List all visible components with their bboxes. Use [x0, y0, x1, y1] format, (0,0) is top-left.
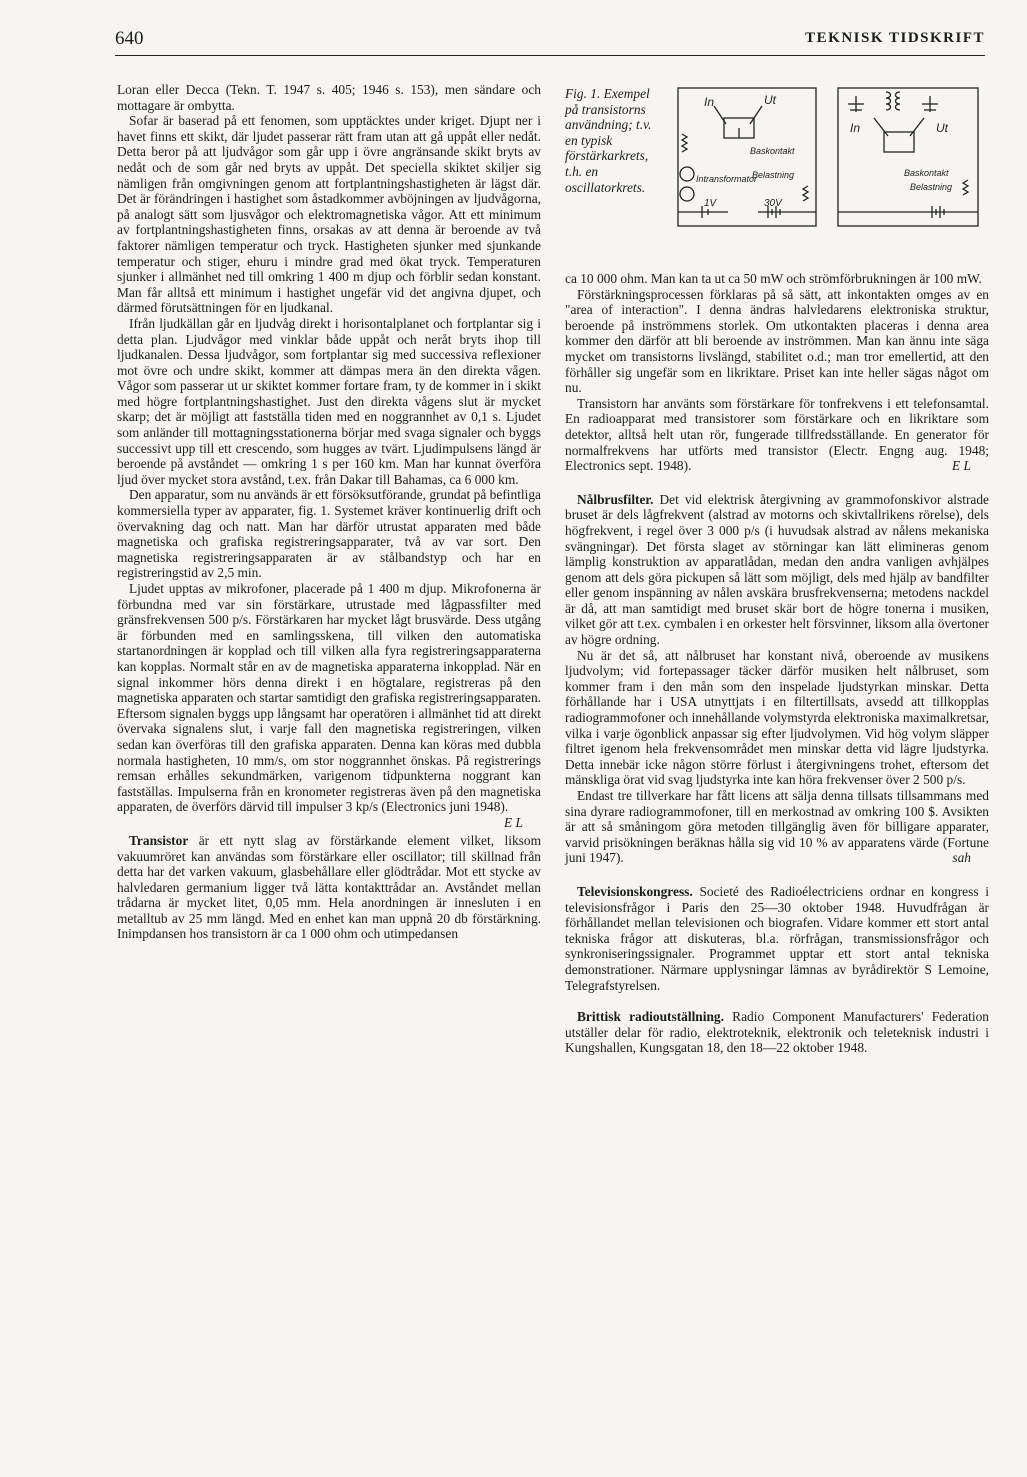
- section-text: Societé des Radioélectriciens ordnar en kongress i televisionsfrågor i Paris den 25—30 oktober 1948. Huvudfrågan är förhållandet mellan televisionen och biografen. Vidare kommer ett stort antal tekniska frågor att diskuteras, bl.a. rörfrågan, transmissionsfrågor och synkroniseringssignaler. Programmet upptar ett stort antal tekniska demonstrationer. Närmare upplysningar lämnas av byrådirektör S Lemoine, Telegrafstyrelsen.: [565, 883, 989, 993]
- osc-label-in: In: [850, 121, 861, 135]
- paragraph: [117, 581, 541, 830]
- paragraph: [565, 396, 989, 474]
- osc-label-out: Ut: [936, 121, 948, 135]
- paragraph: Nu är det så, att nålbruset har konstant nivå, oberoende av musikens ljudvolym; vid fortepassager täcker därför musiken helt nålbruset, som kommer fram i den mån som den inspelade ljudstyrkan minskar. Detta förhållande har i USA utnyttjats i en filtertillsats, avsedd att tillkopplas radiogrammofoner och innehållande volymstyrda elektroniska maximalkretsar, vilka i varje ögonblick anpassar sig efter ljudvolymen. Vid hög volym släpper filtret igenom hela frekvensområdet men minskar detta vid lägre ljudstyrka. Detta innebär icke någon större förlust i återgivningens trohet, eftersom det mänskliga örat vid svag ljudstyrka inte kan höra frekvenser över 2 500 p/s.: [565, 647, 989, 788]
- amp-label-out: Ut: [764, 93, 776, 107]
- section-nalbrusfilter: [565, 492, 989, 648]
- circuit-figure: [668, 82, 988, 237]
- journal-title: TEKNISK TIDSKRIFT: [805, 30, 985, 46]
- section-text: Radio Component Manufacturers' Federation utställer delar för radio, elektroteknik, elektronik och teleteknisk industri i Kungshallen, Kungsgatan 18, den 18—22 oktober 1948.: [565, 1009, 989, 1056]
- amp-label-in: In: [704, 95, 715, 109]
- author-signature: E L: [952, 458, 971, 474]
- paragraph-text: Ljudet upptas av mikrofoner, placerade på 1 400 m djup. Mikrofonerna är förbundna med var sin förstärkare, utrustade med lågpassfilter med gränsfrekvensen 500 p/s. Förstärkaren har mycket lågt brusvärde. Dess utgång är förbunden med en samlingsskena, till vilken den automatiska startanordningen är kopplad och till vilken alla fyra registreringsapparaterna kan kopplas. Normalt står en av de magnetiska apparaterna inkopplad. När en signal inkommer hörs denna direkt i en högtalare, registreras på den magnetiska apparaten och startar samtidigt den grafiska registreringsapparaten. Eftersom signalen byggs upp långsamt har operatören i allmänhet tid att direkt övervaka signalens slut, i varje fall den magnetiska registreringen, vilken sedan kan överföras till den grafiska apparaten. Denna kan köras med dubbla normala hastigheten, 10 mm/s, om stor noggrannhet önskas. På registrerings remsan erhålles sekundmärken, varigenom tidpunkterna noggrant kan fastställas. Impulserna från en kronometer registreras även på den magnetiska apparaten, de överförs därvid till impulser 3 kp/s (Electronics juni 1948).: [117, 581, 541, 815]
- paragraph-text: Transistorn har använts som förstärkare för tonfrekvens i ett telefonsamtal. En radioapparat med transistorer som förstärkare och en likriktare som detektor, alltså helt utan rör, fungerade tillfredsställande. En generator för normalfrekvens har utförts med transistor (Electr. Engng aug. 1948; Electronics sept. 1948).: [565, 395, 989, 474]
- left-column: [117, 82, 541, 942]
- paragraph: ca 10 000 ohm. Man kan ta ut ca 50 mW och strömförbrukningen är 100 mW.: [565, 271, 982, 286]
- amplifier-circuit: [678, 88, 816, 226]
- section-transistor: [117, 833, 541, 942]
- oscillator-circuit: [838, 88, 978, 226]
- author-signature: E L: [504, 814, 523, 830]
- section-radioutstallning: [565, 1009, 989, 1056]
- header-rule: [115, 55, 985, 56]
- amp-label-1v: 1V: [704, 198, 717, 209]
- section-text: Det vid elektrisk återgivning av grammofonskivor alstrade bruset är dels lågfrekvent (alstrad av motorns och skivtallrikens rörelse), dels högfrekvent, i regel över 3 000 p/s (i huvudsak alstrad av nålens mekaniska svängningar). Det första slaget av störningar kan lätt elimineras genom lämplig konstruktion av apparatlådan, medan den andra vanligen avhjälpes genom att dels göra pickupen så lätt som möjligt, dels med hjälp av bandfilter eller genom inspänning av nålen avskära brusfrekvenserna; metodens nackdel är då, att man samtidigt med bruset skär bort de högre tonerna i musiken, vilket gör att t.ex. cymbalen i en orkester helt försvinner, liksom alla övertoner av högre ordning.: [565, 491, 989, 648]
- section-heading: Transistor: [129, 832, 189, 848]
- paragraph: Den apparatur, som nu används är ett försöksutförande, grundat på befintliga kommersiella typer av apparater, fig. 1. Systemet kräver kontinuerlig drift och övervakning dag och natt. Man har därför utrustat apparaten med både magnetiska och grafiska registreringsapparater, två av var sort. Den magnetiska registreringsapparaten är av stålbandstyp och har en registreringstid av 2,5 min.: [117, 487, 541, 581]
- amp-label-30v: 30V: [764, 198, 782, 209]
- paragraph-text: Endast tre tillverkare har fått licens att sälja denna tillsats tillsammans med sina dyrare radiogrammofoner, till en merkostnad av omkring 100 $. Avsikten är att så småningom göra metoden tillgänglig även för billigare apparater, varvid prisökningen beräknas hålla sig vid 10 % av apparatens värde (Fortune juni 1947).: [565, 788, 989, 866]
- section-text: är ett nytt slag av förstärkande element vilket, liksom vakuumröret kan användas som förstärkare eller oscillator; till skillnad från detta har det varken vakuum, glasbehållare eller glödtrådar. Mot ett stycke av halvledaren germanium ligger två lätta kontakttrådar an. Avståndet mellan trådarna är mycket litet, 0,05 mm. Hela anordningen är innesluten i en metalltub av 25 mm längd. Med en enhet kan man uppnå 20 db förstärkning. Inimpdansen hos transistorn är ca 1 000 ohm och utimpedansen: [117, 832, 541, 942]
- amp-label-load: Belastning: [752, 170, 795, 180]
- paragraph: Loran eller Decca (Tekn. T. 1947 s. 405; 1946 s. 153), men sändare och mottagare är ombytta.: [117, 82, 541, 113]
- figure-caption: Fig. 1. Exempel på transistorns användning; t.v. en typisk förstärkarkrets, t.h. en oscillatorkrets.: [565, 86, 652, 195]
- osc-label-load: Belastning: [910, 182, 953, 192]
- amp-label-base-contact: Baskontakt: [750, 146, 795, 156]
- section-heading: Nålbrusfilter.: [577, 491, 654, 507]
- osc-label-base-contact: Baskontakt: [904, 168, 949, 178]
- right-column: [565, 271, 989, 1056]
- author-signature: sah: [952, 850, 971, 866]
- paragraph: Ifrån ljudkällan går en ljudvåg direkt i horisontalplanet och fortplantar sig i detta plan. Ljudvågor med vinklar både uppåt och neråt bryts ihop till ljudkanalen. Dessa ljudvågor, som fortplantar sig med successiva reflexioner mot övre och undre skikt, kommer att dämpas mera än den direkta vågen. Vågor som passerar ut ur skiktet kommer fortare fram, ty de kommer in i skikt med högre fortplantningshastighet. Just den direkta vågens slut är mycket skarp; det är möjligt att fastställa tiden med en noggrannhet av 0,1 s. Ljudet som anländer till mottagningsstationerna börjar med svaga signaler och byggs successivt upp till ett crescendo, som hugges av tvärt. Ljudimpulsens längd är beroende på avståndet — omkring 1 s per 160 km. Man har kunnat överföra ljud över mycket stora avstånd, t.ex. från Dakar till Bahamas, ca 6 000 km.: [117, 315, 541, 487]
- section-heading: Televisionskongress.: [577, 883, 693, 899]
- amp-label-transformer: Intransformator: [696, 174, 758, 184]
- paragraph: Förstärkningsprocessen förklaras på så sätt, att inkontakten omges av en "area of interaction". I denna ändras halvledarens elektroniska struktur, beroende på inströmmens storlek. Om utkontakten placeras i denna area kommer den därför att bli beroende av inströmmen. Man kan ännu inte säga mycket om transistorns livslängd, stabilitet o.d.; man tror emellertid, att den förhåller sig ungefär som en likriktare. Priset kan inte heller sägas något om nu.: [565, 286, 989, 396]
- paragraph: [565, 788, 989, 866]
- page-header: [115, 28, 985, 52]
- page-number: 640: [115, 28, 144, 49]
- section-televisionskongress: [565, 884, 989, 993]
- paragraph: Sofar är baserad på ett fenomen, som upptäcktes under kriget. Djupt ner i havet finns ett skikt, där ljudet passerar rätt fram utan att gå uppåt eller nedåt. Detta beror på att ljudvågor som går upp i övre angränsande skikt bryts av nedåt och de som går ned bryts av uppåt. Det speciella skiktet skiljer sig nämligen från omgivningen genom att fortplantningshastigheten är lägst där. Det är förändringen i hastighet som åstadkommer avböjningen av ljudvågorna, på analogt sätt som ljusvågor och elektromagnetiska vågor. Att ett minimum av fortplantningshastigheten finns, orsakas av att denna är beroende av två faktorer nämligen temperatur och tryck. Hastigheten sjunker med sjunkande temperatur och stiger, ehuru i mindre grad med ökat tryck. Temperaturen sjunker i allmänhet ned till omkring 1 400 m djup och förblir sedan konstant. Man får alltså ett minimum i hastighet ungefär vid det angivna djupet, och därmed förutsättningen för en ljudkanal.: [117, 113, 541, 316]
- section-heading: Brittisk radioutställning.: [577, 1009, 724, 1025]
